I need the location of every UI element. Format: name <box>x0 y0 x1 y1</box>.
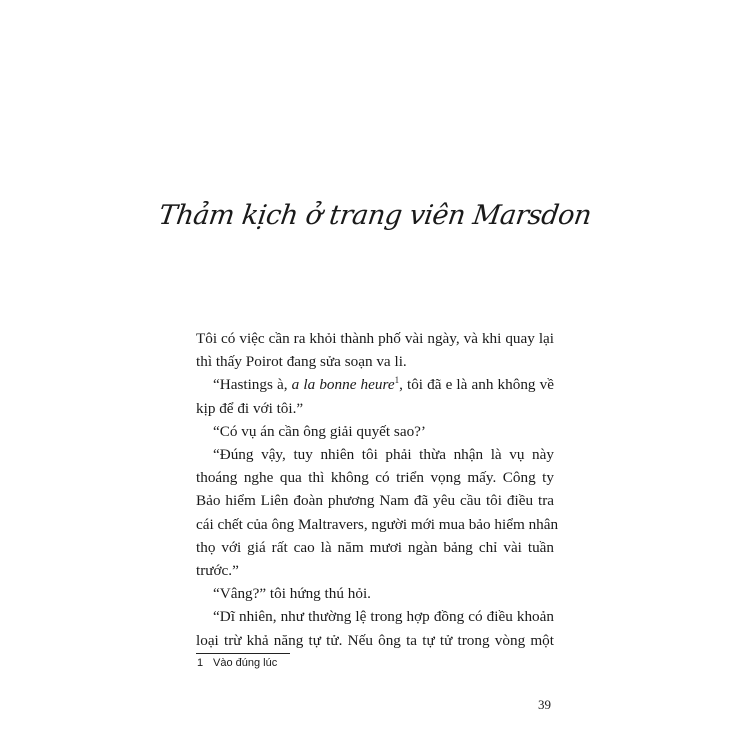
text-line: “Vâng?” tôi hứng thú hỏi. <box>213 585 371 603</box>
body-text <box>196 327 559 652</box>
text-line: “Dĩ nhiên, như thường lệ trong hợp đồng có điều khoản <box>213 608 554 626</box>
text-line: Tôi có việc cần ra khỏi thành phố vài ngày, và khi quay lại <box>196 330 554 347</box>
footnote-divider <box>196 653 290 654</box>
text-line: thoáng nghe qua thì không có triển vọng mấy. Công ty <box>196 469 554 487</box>
text-segment: , tôi đã e là anh không về <box>399 376 554 394</box>
italic-phrase: a la bonne heure <box>291 376 395 394</box>
footnote <box>197 657 277 669</box>
footnote-ref: 1 <box>394 375 400 386</box>
text-line: loại trừ khả năng tự tử. Nếu ông ta tự tử trong vòng một <box>196 631 554 649</box>
text-line: Bảo hiểm Liên đoàn phương Nam đã yêu cầu tôi điều tra <box>196 492 554 510</box>
text-line: thọ với giá rất cao là năm mươi ngàn bảng chỉ vài tuần <box>196 538 554 556</box>
text-line: cái chết của ông Maltravers, người mới mua bảo hiểm nhân <box>196 515 559 533</box>
chapter-title: Thảm kịch ở trang viên Marsdon <box>156 200 594 231</box>
text-line: thì thấy Poirot đang sửa soạn va li. <box>196 353 407 371</box>
text-segment: “Hastings à, <box>213 376 292 394</box>
text-line: “Đúng vậy, tuy nhiên tôi phải thừa nhận là vụ này <box>213 446 554 464</box>
text-line: trước.” <box>196 562 239 580</box>
page-number: 39 <box>538 697 551 712</box>
text-line: kịp để đi với tôi.” <box>196 399 304 417</box>
text-line <box>196 373 554 396</box>
footnote-text: Vào đúng lúc <box>213 657 278 669</box>
footnote-number: 1 <box>197 657 204 669</box>
text-line: “Có vụ án cần ông giải quyết sao?’ <box>213 422 426 440</box>
